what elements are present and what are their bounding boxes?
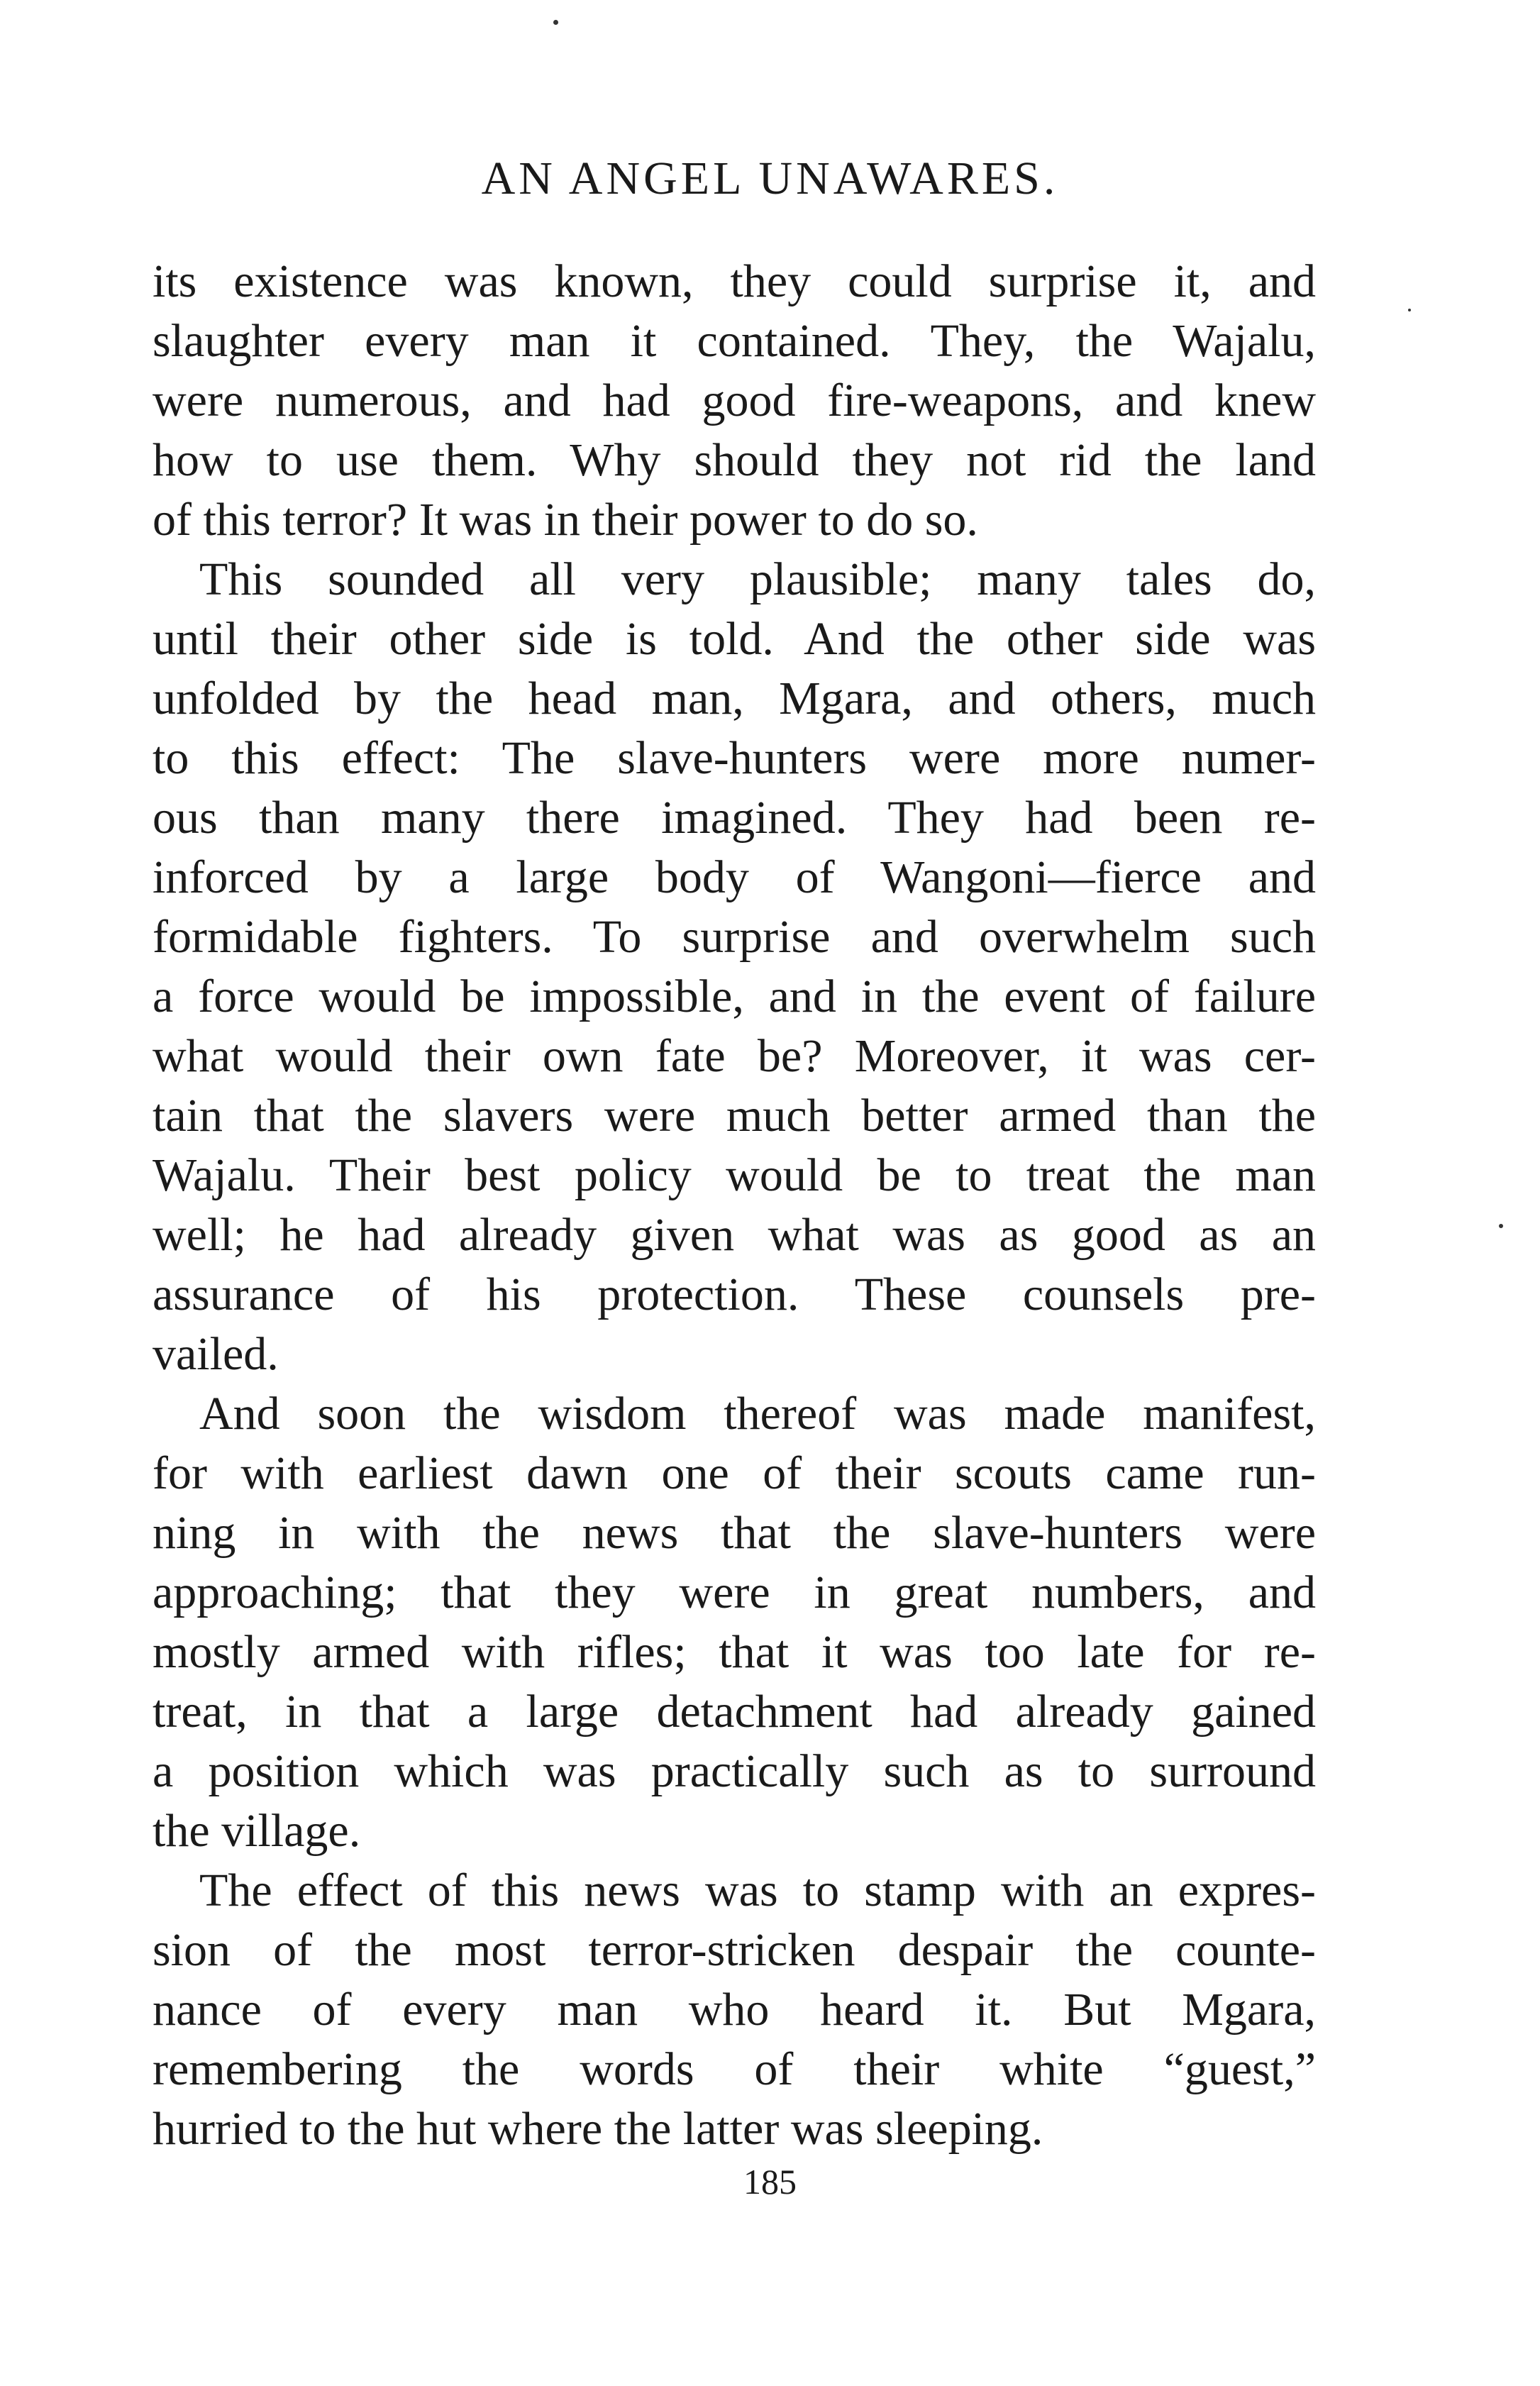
text-line: of this terror? It was in their power to do so. — [153, 494, 978, 546]
ink-speck — [1499, 1224, 1503, 1228]
text-line: until their other side is told. And the other side was — [153, 613, 1316, 665]
text-line: its existence was known, they could surprise it, and — [153, 255, 1316, 307]
text-line: how to use them. Why should they not rid the land — [153, 434, 1316, 486]
text-line: assurance of his protection. These counsels pre- — [153, 1269, 1316, 1320]
text-line: sion of the most terror-stricken despair the counte- — [153, 1924, 1316, 1976]
text-line: well; he had already given what was as good as an — [153, 1209, 1316, 1261]
running-head: AN ANGEL UNAWARES. — [481, 153, 1059, 204]
text-line: This sounded all very plausible; many tales do, — [199, 553, 1316, 605]
text-line: to this effect: The slave-hunters were more numer- — [153, 732, 1316, 784]
text-line: formidable fighters. To surprise and overwhelm such — [153, 911, 1316, 963]
text-line: inforced by a large body of Wangoni—fierce and — [153, 851, 1316, 903]
text-line: nance of every man who heard it. But Mgara, — [153, 1984, 1316, 2036]
text-line: the village. — [153, 1805, 361, 1857]
text-line: slaughter every man it contained. They, the Wajalu, — [153, 315, 1316, 367]
page-number: 185 — [743, 2162, 797, 2202]
text-line: remembering the words of their white “guest,” — [153, 2043, 1316, 2095]
text-line: And soon the wisdom thereof was made manifest, — [199, 1388, 1316, 1440]
text-line: treat, in that a large detachment had already gained — [153, 1686, 1316, 1738]
text-line: approaching; that they were in great numbers, and — [153, 1567, 1316, 1618]
text-line: mostly armed with rifles; that it was too late for re- — [153, 1626, 1316, 1678]
ink-speck — [1408, 309, 1411, 311]
ink-speck — [553, 20, 558, 25]
body-text — [153, 252, 1316, 2159]
text-line: were numerous, and had good fire-weapons, and knew — [153, 375, 1316, 426]
text-line: Wajalu. Their best policy would be to treat the man — [153, 1149, 1316, 1201]
text-line: for with earliest dawn one of their scouts came run- — [153, 1447, 1316, 1499]
text-line: a position which was practically such as to surround — [153, 1745, 1316, 1797]
text-line: a force would be impossible, and in the event of failure — [153, 971, 1316, 1022]
text-line: ning in with the news that the slave-hunters were — [153, 1507, 1316, 1559]
text-line: tain that the slavers were much better armed than the — [153, 1090, 1316, 1142]
text-line: what would their own fate be? Moreover, it was cer- — [153, 1030, 1316, 1082]
text-line: hurried to the hut where the latter was sleeping. — [153, 2103, 1043, 2155]
text-line: vailed. — [153, 1328, 279, 1380]
text-line: ous than many there imagined. They had been re- — [153, 792, 1316, 844]
text-line: unfolded by the head man, Mgara, and others, much — [153, 673, 1316, 724]
text-line: The effect of this news was to stamp with an expres- — [199, 1865, 1316, 1916]
